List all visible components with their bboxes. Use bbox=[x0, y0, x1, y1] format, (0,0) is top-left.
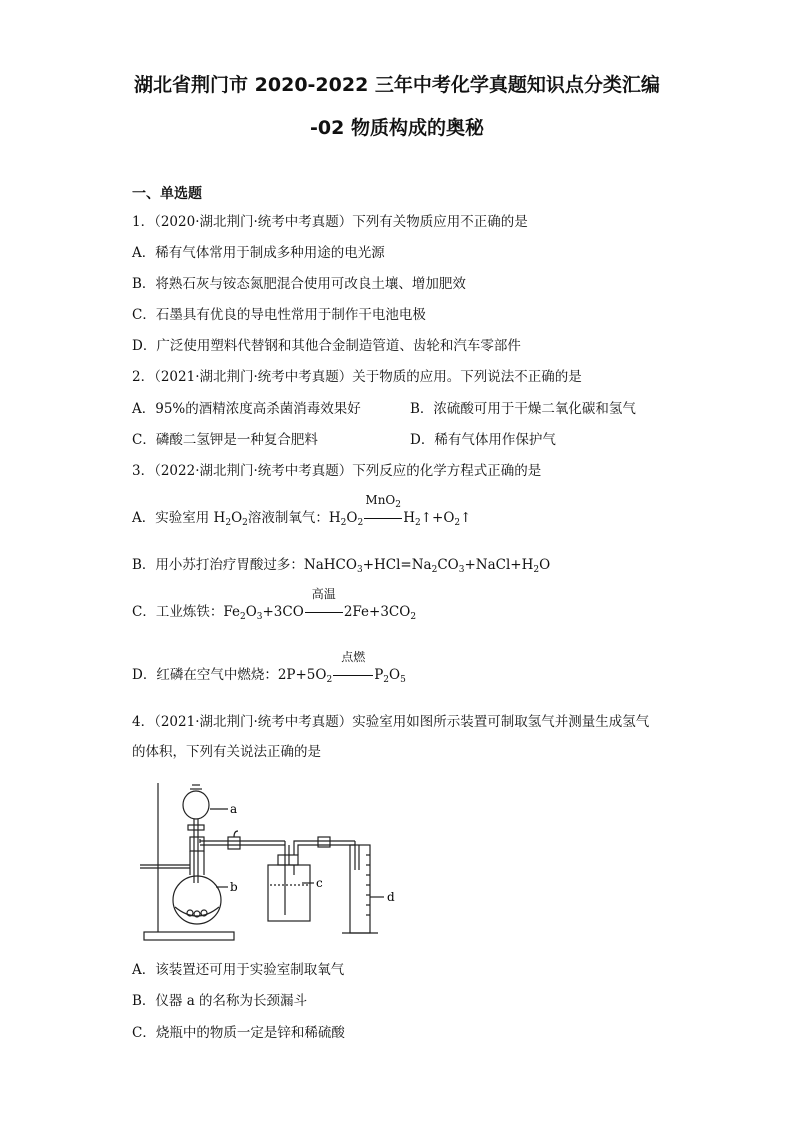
question-3-option-a: A．实验室用 $H_2O_2$溶液制氧气：$H_2O_2$ MnO$_2$ $H_2↑+O_2↑$ bbox=[132, 493, 472, 528]
question-1-option-a: A．稀有气体常用于制成多种用途的电光源 bbox=[132, 245, 385, 261]
gas-collecting-bottle bbox=[268, 865, 310, 921]
document-title-line1: 湖北省荆门市 2020-2022 三年中考化学真题知识点分类汇编 bbox=[134, 74, 660, 96]
q3a-catalyst: MnO bbox=[365, 493, 396, 507]
question-4-option-a: A．该装置还可用于实验室制取氧气 bbox=[132, 962, 345, 978]
question-4-stem-line1: 4．（2021·湖北荆门·统考中考真题）实验室用如图所示装置可制取氢气并测量生成氢气 bbox=[132, 714, 650, 730]
question-4-option-b: B．仪器 a 的名称为长颈漏斗 bbox=[132, 993, 308, 1009]
q3b-t5: O bbox=[539, 557, 551, 573]
question-2-option-a: A．95%的酒精浓度高杀菌消毒效果好 bbox=[132, 401, 361, 417]
q3c-reaction-condition bbox=[304, 587, 344, 621]
question-3-option-c: C．工业炼铁：$Fe_2O_3+3CO$ 高温 $2Fe+3CO_2$ bbox=[132, 587, 417, 622]
question-2-option-c: C．磷酸二氢钾是一种复合肥料 bbox=[132, 432, 318, 448]
question-1-option-c: C．石墨具有优良的导电性常用于制作干电池电极 bbox=[132, 307, 426, 323]
question-2-option-d: D．稀有气体用作保护气 bbox=[410, 432, 556, 448]
label-d: d bbox=[387, 890, 395, 904]
q3a-prefix: A．实验室用 H bbox=[132, 510, 226, 526]
q3d-product: P bbox=[374, 667, 384, 683]
question-3-option-b: B．用小苏打治疗胃酸过多：$NaHCO_3+HCl=Na_2CO_3+NaCl+H_2O$ bbox=[132, 557, 551, 575]
graduated-cylinder bbox=[350, 845, 370, 933]
q3d-product2: O bbox=[389, 667, 401, 683]
separatory-funnel bbox=[183, 791, 209, 819]
q3a-tail2: O bbox=[346, 510, 358, 526]
q3c-product: 2Fe+3CO bbox=[343, 604, 411, 620]
document-title-line2: -02 物质构成的奥秘 bbox=[310, 117, 484, 139]
question-2-option-b: B．浓硫酸可用于干燥二氧化碳和氢气 bbox=[410, 401, 636, 417]
section-heading: 一、单选题 bbox=[132, 186, 202, 202]
question-1-option-b: B．将熟石灰与铵态氮肥混合使用可改良土壤、增加肥效 bbox=[132, 276, 466, 292]
stand-base bbox=[144, 932, 234, 940]
question-1-stem: 1．（2020·湖北荆门·统考中考真题）下列有关物质应用不正确的是 bbox=[132, 214, 528, 230]
question-1-option-d: D．广泛使用塑料代替钢和其他合金制造管道、齿轮和汽车零部件 bbox=[132, 338, 521, 354]
q3a-mid: O bbox=[231, 510, 243, 526]
q3c-mid: +3CO bbox=[262, 604, 304, 620]
bottle-stopper bbox=[278, 855, 298, 865]
q3b-t4: +NaCl+H bbox=[464, 557, 534, 573]
q3c-o: O bbox=[245, 604, 257, 620]
q3a-product2: ↑+O bbox=[420, 510, 455, 526]
q3d-prefix: D．红磷在空气中燃烧：2P+5O bbox=[132, 667, 327, 683]
q3a-tail: 溶液制氧气：H bbox=[247, 510, 341, 526]
q3c-prefix: C．工业炼铁：Fe bbox=[132, 604, 240, 620]
q3c-condition-text: 高温 bbox=[311, 587, 336, 601]
q3a-reaction-condition: MnO$_2$ bbox=[363, 509, 403, 527]
apparatus-figure bbox=[130, 775, 420, 945]
q3d-condition-text: 点燃 bbox=[341, 650, 366, 664]
question-3-option-d: D．红磷在空气中燃烧：$2P+5O_2$ 点燃 $P_2O_5$ bbox=[132, 650, 406, 685]
q3b-t2: +HCl=Na bbox=[362, 557, 432, 573]
q3d-reaction-condition bbox=[332, 650, 374, 684]
q3b-t3: CO bbox=[437, 557, 459, 573]
question-3-stem: 3．（2022·湖北荆门·统考中考真题）下列反应的化学方程式正确的是 bbox=[132, 463, 542, 479]
q3a-product3: ↑ bbox=[460, 510, 472, 526]
question-4-option-c: C．烧瓶中的物质一定是锌和稀硫酸 bbox=[132, 1025, 345, 1041]
q3b-text: B．用小苏打治疗胃酸过多：NaHCO bbox=[132, 557, 357, 573]
label-c: c bbox=[316, 876, 323, 890]
question-4-stem-line2: 的体积，下列有关说法正确的是 bbox=[132, 744, 321, 760]
label-a: a bbox=[230, 802, 238, 816]
q3a-product: H bbox=[403, 510, 415, 526]
label-b: b bbox=[230, 880, 238, 894]
question-2-stem: 2．（2021·湖北荆门·统考中考真题）关于物质的应用。下列说法不正确的是 bbox=[132, 369, 582, 385]
